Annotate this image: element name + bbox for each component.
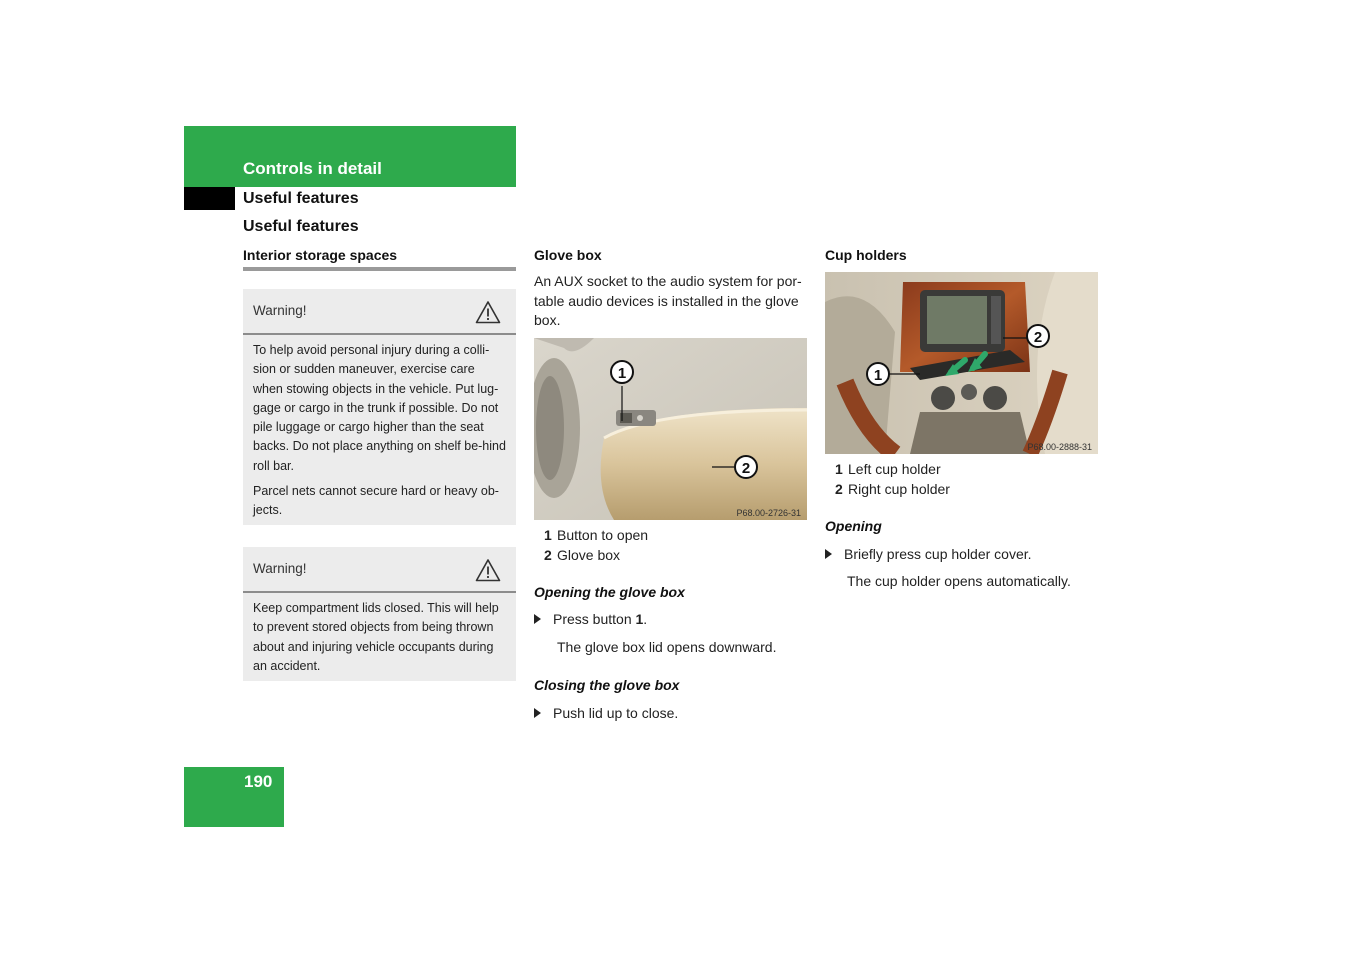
warning-paragraph: To help avoid personal injury during a colli-sion or sudden maneuver, exercise care when stowing objects in the vehicle. Put lug-gage or cargo in the trunk if possible. Do not pile luggage or cargo higher than the seat backs. Do not place anything on shelf be-hind roll bar. xyxy=(253,343,506,473)
closing-step xyxy=(534,705,678,721)
cup-holder-legend xyxy=(835,460,950,499)
legend-text: Right cup holder xyxy=(848,480,950,497)
opening-step xyxy=(534,611,647,627)
warning-triangle-icon xyxy=(475,300,501,324)
warning-header xyxy=(243,547,516,593)
warning-title: Warning! xyxy=(253,561,307,576)
cup-holder-step xyxy=(825,546,1032,562)
legend-text: Button to open xyxy=(557,527,649,543)
opening-result: The glove box lid opens downward. xyxy=(557,639,777,655)
legend-item xyxy=(544,546,648,566)
cup-holder-opening-heading: Opening xyxy=(825,518,882,534)
bullet-arrow-icon xyxy=(825,549,832,559)
svg-text:2: 2 xyxy=(741,460,751,477)
warning-body xyxy=(243,593,516,690)
svg-text:1: 1 xyxy=(873,367,883,384)
glove-box-heading: Glove box xyxy=(534,247,602,263)
warning-paragraph: Parcel nets cannot secure hard or heavy ob-jects. xyxy=(253,484,499,518)
warning-body xyxy=(243,335,516,535)
warning-paragraph: Keep compartment lids closed. This will help to prevent stored objects from being thrown about and injuring vehicle occupants during an accident. xyxy=(253,601,499,673)
legend-item xyxy=(835,460,950,480)
heading-rule xyxy=(243,267,516,271)
section-title: Useful features xyxy=(243,190,359,207)
step-text: Push lid up to close. xyxy=(553,705,679,721)
legend-number: 2 xyxy=(544,546,552,563)
warning-box-1 xyxy=(243,289,516,525)
legend-number: 1 xyxy=(835,461,843,477)
warning-triangle-icon xyxy=(475,558,501,582)
section-marker-tab xyxy=(184,187,235,210)
warning-header xyxy=(243,289,516,335)
page-number: 190 xyxy=(244,772,273,791)
step-text: Briefly press cup holder cover. xyxy=(844,546,1032,562)
image-code: P68.00-2726-31 xyxy=(736,508,801,518)
glove-box-image xyxy=(534,338,807,520)
legend-item xyxy=(835,480,950,500)
warning-title: Warning! xyxy=(253,303,307,318)
legend-number: 1 xyxy=(544,527,552,543)
step-ref: 1 xyxy=(635,611,644,627)
step-text: Press button xyxy=(553,611,636,627)
legend-text: Left cup holder xyxy=(848,461,941,477)
chapter-title: Controls in detail xyxy=(243,159,382,178)
legend-number: 2 xyxy=(835,480,843,497)
step-text-suffix: . xyxy=(643,611,648,627)
opening-glove-box-heading: Opening the glove box xyxy=(534,584,685,600)
interior-storage-heading: Interior storage spaces xyxy=(243,247,398,263)
legend-item xyxy=(544,526,648,546)
image-code: P68.00-2888-31 xyxy=(1027,442,1092,452)
bullet-arrow-icon xyxy=(534,708,541,718)
legend-text: Glove box xyxy=(557,546,621,563)
svg-text:1: 1 xyxy=(617,365,627,382)
cup-holder-result: The cup holder opens automatically. xyxy=(847,573,1071,589)
glove-box-intro: An AUX socket to the audio system for por-table audio devices is installed in the glove box. xyxy=(534,273,802,328)
cup-holder-image xyxy=(825,272,1098,454)
page-title: Useful features xyxy=(243,218,359,235)
closing-glove-box-heading: Closing the glove box xyxy=(534,677,680,693)
svg-text:2: 2 xyxy=(1033,329,1043,346)
warning-box-2 xyxy=(243,547,516,681)
cup-holders-heading: Cup holders xyxy=(825,247,907,263)
glove-box-legend xyxy=(544,526,648,565)
bullet-arrow-icon xyxy=(534,614,541,624)
